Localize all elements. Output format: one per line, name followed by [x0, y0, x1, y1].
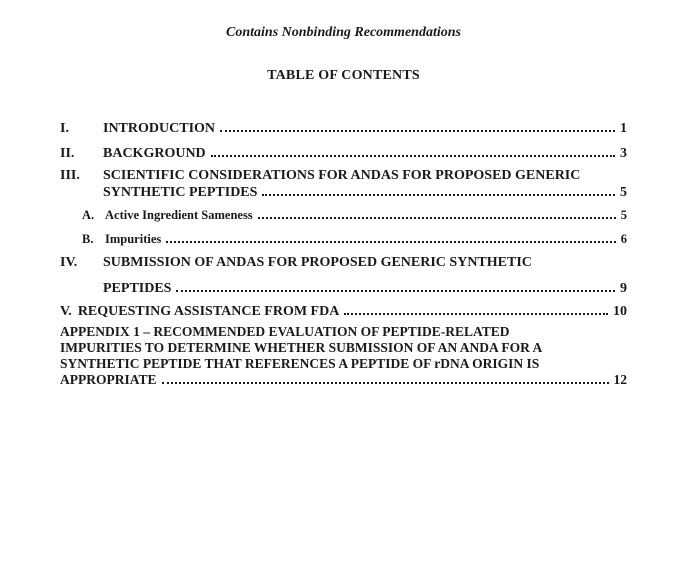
- toc-page-number: 12: [613, 372, 627, 387]
- toc-entry-title-line: SCIENTIFIC CONSIDERATIONS FOR ANDAS FOR PROPOSED GENERIC: [103, 168, 581, 183]
- toc-entry-label: IV.: [60, 255, 78, 270]
- toc-entry-label: III.: [60, 168, 80, 183]
- table-of-contents: [60, 120, 627, 388]
- dot-leader: [262, 194, 615, 196]
- dot-leader: [258, 217, 616, 219]
- toc-entry-title: INTRODUCTION: [103, 121, 216, 136]
- nonbinding-notice: Contains Nonbinding Recommendations: [226, 25, 461, 40]
- toc-entry-A[interactable]: [82, 208, 627, 223]
- toc-page-number: 5: [620, 208, 627, 222]
- dot-leader: [162, 382, 609, 384]
- toc-page-number: 3: [620, 146, 627, 161]
- toc-entry-label: I.: [60, 121, 69, 136]
- toc-entry-II[interactable]: [60, 145, 627, 162]
- toc-entry-title: Active Ingredient Sameness: [105, 208, 253, 222]
- toc-page-number: 9: [620, 281, 627, 296]
- toc-entry-V[interactable]: [60, 303, 627, 320]
- toc-entry-B[interactable]: [82, 232, 627, 247]
- toc-page-number: 5: [620, 185, 627, 200]
- toc-entry-label: A.: [82, 208, 95, 222]
- toc-entry-title: REQUESTING ASSISTANCE FROM FDA: [77, 304, 340, 319]
- toc-entry-I[interactable]: [60, 120, 627, 137]
- dot-leader: [220, 130, 615, 132]
- toc-entry-label: II.: [60, 146, 75, 161]
- toc-entry-title-line: APPENDIX 1 – RECOMMENDED EVALUATION OF PEPTIDE-RELATED: [60, 324, 510, 339]
- toc-title: TABLE OF CONTENTS: [267, 68, 420, 83]
- toc-entry-title: Impurities: [105, 232, 162, 246]
- dot-leader: [344, 313, 608, 315]
- toc-entry-III[interactable]: [60, 167, 627, 201]
- dot-leader: [176, 290, 615, 292]
- toc-entry-title: BACKGROUND: [103, 146, 206, 161]
- toc-page-number: 1: [620, 121, 627, 136]
- toc-entry-APPENDIX1[interactable]: [60, 324, 627, 388]
- toc-entry-IV[interactable]: [60, 254, 627, 297]
- dot-leader: [211, 155, 615, 157]
- toc-entry-title: APPROPRIATE: [60, 372, 157, 387]
- toc-page-number: 6: [620, 232, 627, 246]
- toc-entry-title-line: SUBMISSION OF ANDAS FOR PROPOSED GENERIC SYNTHETIC: [103, 255, 532, 270]
- toc-entry-title-line: IMPURITIES TO DETERMINE WHETHER SUBMISSION OF AN ANDA FOR A: [60, 340, 543, 355]
- toc-entry-title: PEPTIDES: [103, 281, 172, 296]
- toc-entry-label: B.: [82, 232, 94, 246]
- toc-entry-label: V.: [60, 304, 72, 319]
- toc-page-number: 10: [613, 304, 627, 319]
- toc-entry-title: SYNTHETIC PEPTIDES: [103, 185, 258, 200]
- dot-leader: [166, 241, 616, 243]
- toc-entry-title-line: SYNTHETIC PEPTIDE THAT REFERENCES A PEPTIDE OF rDNA ORIGIN IS: [60, 356, 540, 371]
